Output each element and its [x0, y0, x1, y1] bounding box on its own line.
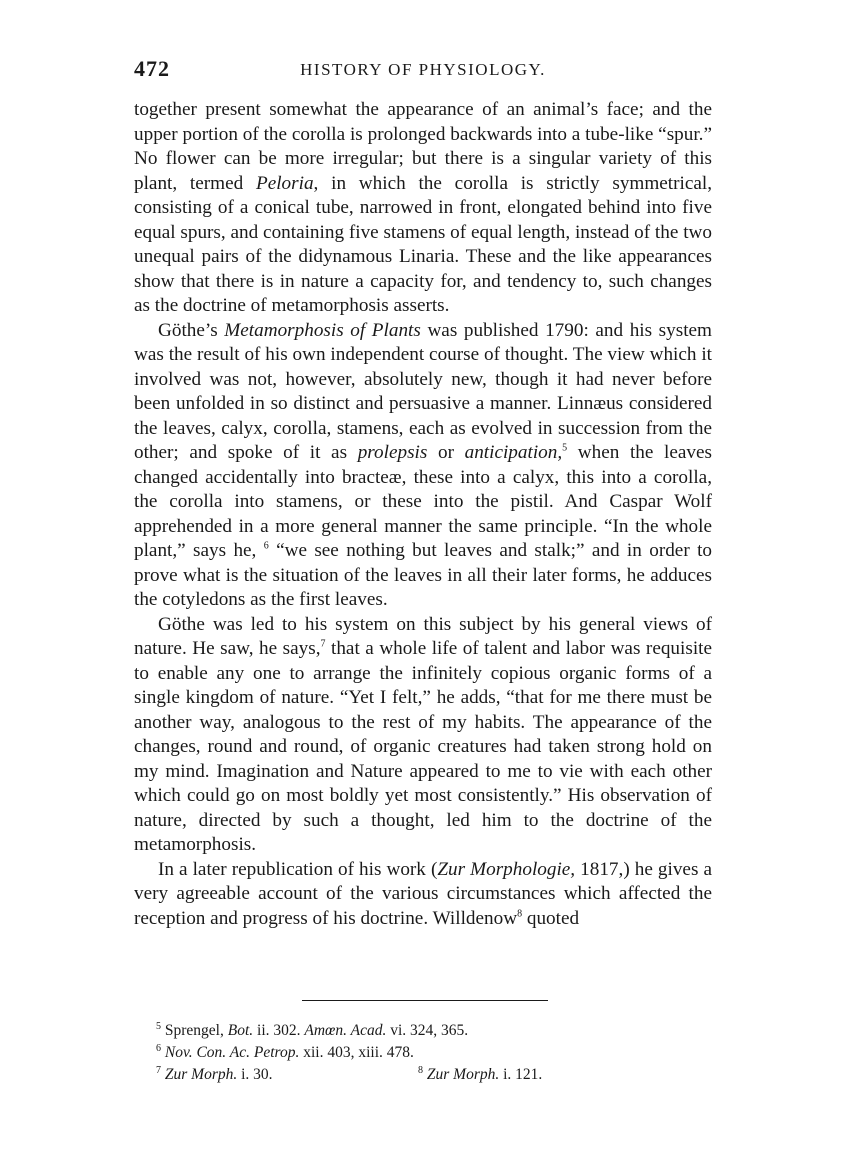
footnote-7: $^7$ Zur Morph. i. 30.	[156, 1064, 273, 1083]
running-head: HISTORY OF PHYSIOLOGY.	[300, 60, 546, 79]
footnote-divider	[302, 1000, 548, 1001]
paragraph-1: together present somewhat the appearance of an animal’s face; and the upper portion of the corolla is prolonged backwards into a tube-like “spur.” No flower can be more irregular; but there is a singular variety of this plant, termed Peloria, in which the corolla is strictly symmetrical, consisting of a conical tube, narrowed in front, elongated behind into five equal spurs, and containing five stamens of equal length, instead of the two unequal pairs of the didynamous Linaria. These and the like appearances show that there is in nature a capacity for, and tendency to, such changes as the doctrine of metamorphosis asserts.	[134, 99, 712, 316]
page-number: 472	[134, 56, 170, 81]
page-header	[134, 52, 712, 88]
footnote-row-7-8	[156, 1064, 656, 1086]
footnotes	[156, 1020, 656, 1086]
footnote-5: $^5$ Sprengel, Bot. ii. 302. Amœn. Acad. vi. 324, 365.	[156, 1020, 469, 1039]
footnote-ref-5: 5	[562, 442, 568, 454]
paragraph-4: In a later republication of his work (Zur Morphologie, 1817,) he gives a very agreeable account of the various circumstances which affected the reception and progress of his doctrine. Willdenow$^8$ quoted	[134, 858, 712, 929]
footnote-8: $^8$ Zur Morph. i. 121.	[418, 1064, 543, 1083]
footnote-ref-6: 6	[263, 540, 269, 552]
footnote-6: $^6$ Nov. Con. Ac. Petrop. xii. 403, xiii. 478.	[156, 1042, 414, 1061]
footnote-ref-8: 8	[517, 908, 523, 920]
paragraph-3: Göthe was led to his system on this subject by his general views of nature. He saw, he says,$^7$ that a whole life of talent and labor was requisite to enable any one to arrange the infinitely copious organic forms of a single kingdom of nature. “Yet I felt,” he adds, “that for me there must be another way, analogous to the rest of my habits. The appearance of the changes, round and round, of organic creatures had taken strong hold on my mind. Imagination and Nature appeared to me to vie with each other which could go on most boldly yet most consistently.” His observation of nature, directed by such a thought, led him to the doctrine of the metamorphosis.	[134, 613, 712, 855]
footnote-ref-7: 7	[320, 638, 326, 650]
paragraph-2: Göthe’s Metamorphosis of Plants was published 1790: and his system was the result of his own independent course of thought. The view which it involved was not, however, absolutely new, though it had never before been unfolded in so distinct and persuasive a manner. Linnæus considered the leaves, calyx, corolla, stamens, each as evolved in succession from the other; and spoke of it as prolepsis or anticipation,$^5$ when the leaves changed accidentally into bracteæ, these into a calyx, this into a corolla, the corolla into stamens, or these into the pistil. And Caspar Wolf apprehended in a more general manner the same principle. “In the whole plant,” says he, $^6$ “we see nothing but leaves and stalk;” and in order to prove what is the situation of the leaves in all their later forms, he adduces the cotyledons as the first leaves.	[134, 319, 712, 610]
body-text	[134, 98, 712, 931]
